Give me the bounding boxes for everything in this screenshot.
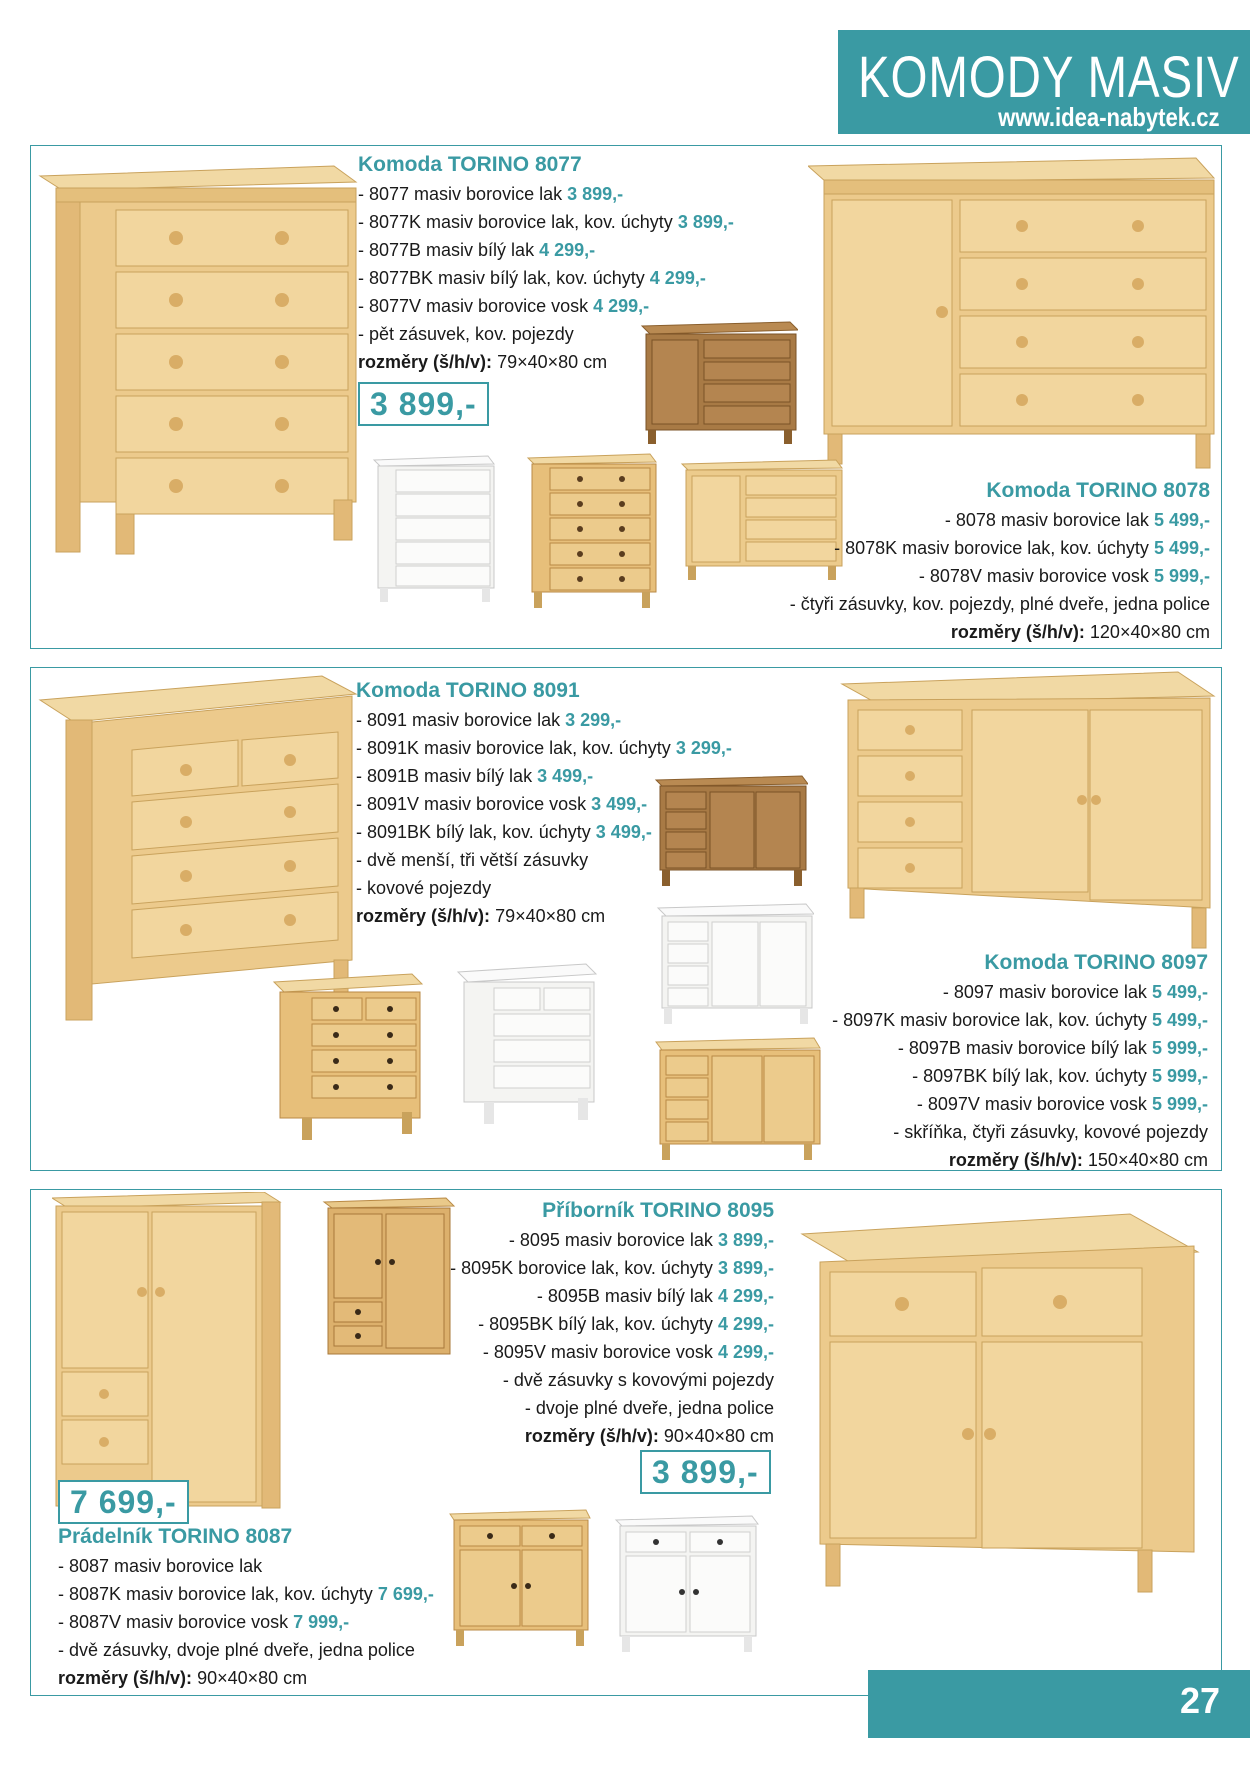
price-box-8095: 3 899,- <box>640 1450 771 1494</box>
product-line: - dvoje plné dveře, jedna police <box>524 1398 774 1418</box>
torino-8091k-pine-image <box>272 972 424 1142</box>
product-line: - 8095 masiv borovice lak 3 899,- <box>508 1230 774 1250</box>
product-8097-text <box>832 948 1208 1174</box>
product-line: - dvě zásuvky, dvoje plné dveře, jedna police <box>58 1640 415 1660</box>
product-line: - 8095B masiv bílý lak 4 299,- <box>536 1286 774 1306</box>
product-line: - 8087K masiv borovice lak, kov. úchyty 7 699,- <box>58 1584 434 1604</box>
page-title: KOMODY MASIV <box>858 45 1240 110</box>
product-line: - skříňka, čtyři zásuvky, kovové pojezdy <box>893 1122 1208 1142</box>
product-line: - 8091BK bílý lak, kov. úchyty 3 499,- <box>356 822 652 842</box>
product-line: - kovové pojezdy <box>356 878 492 898</box>
product-8077-text <box>358 150 734 376</box>
product-line: - čtyři zásuvky, kov. pojezdy, plné dveře, jedna police <box>789 594 1210 614</box>
product-8078-name: Komoda TORINO 8078 <box>986 479 1210 502</box>
torino-8077k-pine-image <box>526 452 658 610</box>
product-line: - dvě zásuvky s kovovými pojezdy <box>502 1370 774 1390</box>
price-box-8077: 3 899,- <box>358 382 489 426</box>
product-8097-name: Komoda TORINO 8097 <box>984 951 1208 974</box>
product-8095-name: Příborník TORINO 8095 <box>542 1199 774 1222</box>
product-dimensions: rozměry (š/h/v): 79×40×80 cm <box>358 352 608 372</box>
product-8095-text <box>450 1196 774 1450</box>
product-dimensions: rozměry (š/h/v): 150×40×80 cm <box>948 1150 1208 1170</box>
product-dimensions: rozměry (š/h/v): 90×40×80 cm <box>524 1426 774 1446</box>
product-line: - 8091 masiv borovice lak 3 299,- <box>356 710 622 730</box>
torino-8095k-pine-image <box>448 1508 592 1650</box>
page-number-tab <box>868 1670 1250 1738</box>
torino-8091b-white-image <box>456 962 598 1126</box>
product-dimensions: rozměry (š/h/v): 79×40×80 cm <box>356 906 606 926</box>
product-line: - 8087 masiv borovice lak <box>58 1556 263 1576</box>
product-8091-text <box>356 676 732 930</box>
website-link[interactable]: www.idea-nabytek.cz <box>998 102 1220 132</box>
product-line: - 8077B masiv bílý lak 4 299,- <box>358 240 596 260</box>
product-line: - 8077BK masiv bílý lak, kov. úchyty 4 299,- <box>358 268 706 288</box>
product-line: - 8095K borovice lak, kov. úchyty 3 899,- <box>450 1258 774 1278</box>
product-line: - dvě menší, tři větší zásuvky <box>356 850 589 870</box>
product-8078-text <box>790 476 1210 646</box>
product-dimensions: rozměry (š/h/v): 120×40×80 cm <box>950 622 1210 642</box>
product-line: - 8091B masiv bílý lak 3 499,- <box>356 766 594 786</box>
page-number: 27 <box>1179 1680 1220 1721</box>
product-line: - pět zásuvek, kov. pojezdy <box>358 324 574 344</box>
product-8087-name: Prádelník TORINO 8087 <box>58 1525 293 1548</box>
product-line: - 8078K masiv borovice lak, kov. úchyty 5 499,- <box>834 538 1210 558</box>
product-8091-name: Komoda TORINO 8091 <box>356 679 580 702</box>
product-8077-name: Komoda TORINO 8077 <box>358 153 582 176</box>
product-line: - 8078 masiv borovice lak 5 499,- <box>944 510 1210 530</box>
product-line: - 8091K masiv borovice lak, kov. úchyty 3 299,- <box>356 738 732 758</box>
torino-8097k-pine-image <box>654 1036 822 1162</box>
product-line: - 8097B masiv borovice bílý lak 5 999,- <box>897 1038 1208 1058</box>
torino-8095-sideboard-image <box>800 1212 1200 1594</box>
product-line: - 8097 masiv borovice lak 5 499,- <box>942 982 1208 1002</box>
torino-8087-wardrobe-image <box>52 1192 284 1512</box>
product-8087-text <box>58 1522 434 1692</box>
torino-8077b-white-image <box>372 454 496 604</box>
torino-8077-chest-image <box>34 160 360 556</box>
product-line: - 8091V masiv borovice vosk 3 499,- <box>356 794 648 814</box>
torino-8097-chest-image <box>838 670 1220 952</box>
torino-8087-wax-image <box>322 1196 456 1364</box>
product-line: - 8077 masiv borovice lak 3 899,- <box>358 184 624 204</box>
product-line: - 8077V masiv borovice vosk 4 299,- <box>358 296 650 316</box>
header-banner <box>838 30 1250 134</box>
product-line: - 8077K masiv borovice lak, kov. úchyty 3 899,- <box>358 212 734 232</box>
price-box-8087: 7 699,- <box>58 1480 189 1524</box>
product-dimensions: rozměry (š/h/v): 90×40×80 cm <box>58 1668 308 1688</box>
product-line: - 8097V masiv borovice vosk 5 999,- <box>916 1094 1208 1114</box>
product-line: - 8087V masiv borovice vosk 7 999,- <box>58 1612 350 1632</box>
product-line: - 8078V masiv borovice vosk 5 999,- <box>918 566 1210 586</box>
product-line: - 8095V masiv borovice vosk 4 299,- <box>482 1342 774 1362</box>
torino-8095bk-white-image <box>614 1514 760 1656</box>
product-line: - 8097BK bílý lak, kov. úchyty 5 999,- <box>912 1066 1208 1086</box>
torino-8078-chest-image <box>808 152 1218 470</box>
product-line: - 8097K masiv borovice lak, kov. úchyty 5 499,- <box>832 1010 1208 1030</box>
product-line: - 8095BK bílý lak, kov. úchyty 4 299,- <box>478 1314 774 1334</box>
